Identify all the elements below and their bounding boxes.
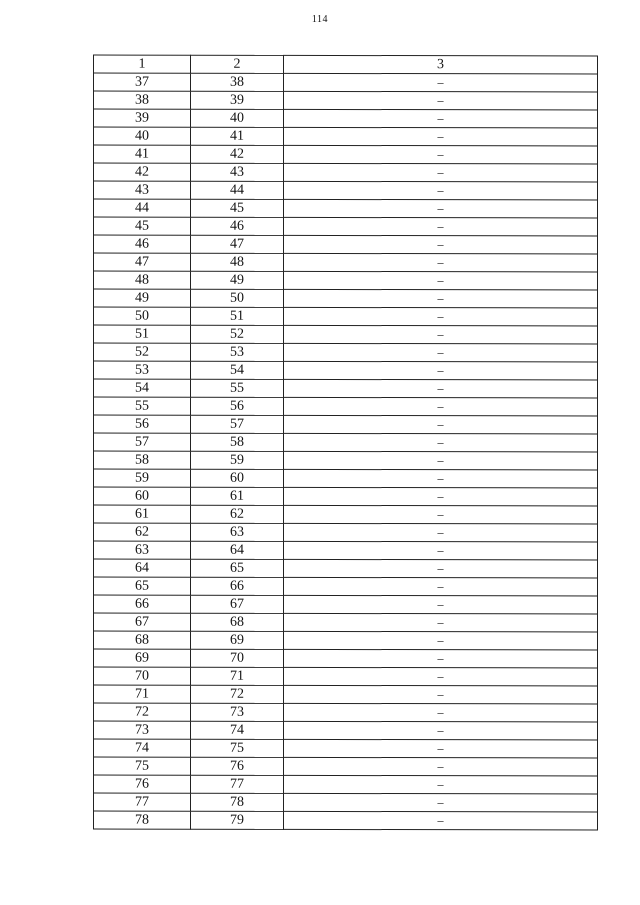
table-cell-col-3: – <box>284 559 598 578</box>
table-cell-col-1: 41 <box>94 145 191 163</box>
table-cell-col-2: 46 <box>191 217 284 235</box>
table-row <box>94 631 598 650</box>
table-cell-col-3: – <box>284 721 598 740</box>
table-row <box>94 649 598 668</box>
table-row <box>94 667 598 686</box>
table-cell-col-3: – <box>284 379 598 398</box>
table-row <box>94 343 598 362</box>
table-cell-col-3: – <box>284 433 598 452</box>
table-cell-col-1: 76 <box>94 775 191 793</box>
table-cell-col-3: – <box>284 163 598 182</box>
table-cell-col-2: 49 <box>191 271 284 289</box>
table-row <box>94 487 598 506</box>
table-cell-col-2: 48 <box>191 253 284 271</box>
table-cell-col-3: – <box>284 541 598 560</box>
table-row <box>94 793 598 812</box>
table-row <box>94 91 598 110</box>
table-cell-col-3: – <box>284 289 598 308</box>
table-cell-col-1: 50 <box>94 307 191 325</box>
table-cell-col-3: – <box>284 361 598 380</box>
table-row <box>94 415 598 434</box>
table-cell-col-1: 43 <box>94 181 191 199</box>
table-cell-col-3: – <box>284 181 598 200</box>
table-cell-col-3: – <box>284 631 598 650</box>
table-cell-col-1: 66 <box>94 595 191 613</box>
table-row <box>94 739 598 758</box>
table-row <box>94 361 598 380</box>
table-cell-col-3: – <box>284 757 598 776</box>
table-cell-col-1: 59 <box>94 469 191 487</box>
table-cell-col-3: – <box>284 73 598 92</box>
table-cell-col-1: 47 <box>94 253 191 271</box>
table-cell-col-2: 44 <box>191 181 284 199</box>
table-cell-col-1: 74 <box>94 739 191 757</box>
table-cell-col-2: 55 <box>191 379 284 397</box>
table-row <box>94 199 598 218</box>
table-cell-col-3: – <box>284 775 598 794</box>
table-cell-col-3: – <box>284 415 598 434</box>
table-row <box>94 703 598 722</box>
table-cell-col-2: 67 <box>191 595 284 613</box>
table-cell-col-3: – <box>284 307 598 326</box>
column-header-2: 2 <box>191 55 284 73</box>
table-cell-col-2: 75 <box>191 739 284 757</box>
table-cell-col-1: 38 <box>94 91 191 109</box>
table-row <box>94 253 598 272</box>
table-cell-col-1: 65 <box>94 577 191 595</box>
table-cell-col-3: – <box>284 397 598 416</box>
table-cell-col-1: 73 <box>94 721 191 739</box>
table-cell-col-3: – <box>284 253 598 272</box>
table-cell-col-1: 57 <box>94 433 191 451</box>
table-row <box>94 775 598 794</box>
table-cell-col-2: 62 <box>191 505 284 523</box>
table-cell-col-3: – <box>284 667 598 686</box>
data-table <box>93 55 598 831</box>
table-cell-col-2: 76 <box>191 757 284 775</box>
table-cell-col-2: 70 <box>191 649 284 667</box>
table-cell-col-2: 61 <box>191 487 284 505</box>
table-row <box>94 559 598 578</box>
table-cell-col-2: 47 <box>191 235 284 253</box>
table-cell-col-3: – <box>284 469 598 488</box>
table-cell-col-3: – <box>284 649 598 668</box>
table-cell-col-3: – <box>284 325 598 344</box>
table-row <box>94 235 598 254</box>
table-cell-col-2: 59 <box>191 451 284 469</box>
table-cell-col-1: 72 <box>94 703 191 721</box>
table-cell-col-3: – <box>284 523 598 542</box>
table-cell-col-1: 56 <box>94 415 191 433</box>
table-row <box>94 541 598 560</box>
table-row <box>94 397 598 416</box>
table-row <box>94 757 598 776</box>
table-cell-col-2: 52 <box>191 325 284 343</box>
table-cell-col-2: 38 <box>191 73 284 91</box>
table-cell-col-1: 77 <box>94 793 191 811</box>
table-cell-col-3: – <box>284 703 598 722</box>
table-cell-col-2: 65 <box>191 559 284 577</box>
table-cell-col-1: 55 <box>94 397 191 415</box>
table-cell-col-2: 39 <box>191 91 284 109</box>
table-row <box>94 721 598 740</box>
table-cell-col-3: – <box>284 739 598 758</box>
table-cell-col-1: 45 <box>94 217 191 235</box>
table-row <box>94 307 598 326</box>
table-cell-col-3: – <box>284 109 598 128</box>
table-row <box>94 217 598 236</box>
table-cell-col-1: 53 <box>94 361 191 379</box>
table-cell-col-3: – <box>284 487 598 506</box>
table-cell-col-1: 78 <box>94 811 191 829</box>
table-cell-col-1: 60 <box>94 487 191 505</box>
table-cell-col-3: – <box>284 343 598 362</box>
table-cell-col-3: – <box>284 271 598 290</box>
table-cell-col-2: 40 <box>191 109 284 127</box>
table-cell-col-1: 63 <box>94 541 191 559</box>
table-cell-col-1: 48 <box>94 271 191 289</box>
table-row <box>94 433 598 452</box>
table-cell-col-2: 43 <box>191 163 284 181</box>
table-row <box>94 325 598 344</box>
table-cell-col-2: 71 <box>191 667 284 685</box>
table-cell-col-1: 39 <box>94 109 191 127</box>
table-cell-col-3: – <box>284 595 598 614</box>
table-cell-col-1: 70 <box>94 667 191 685</box>
table-cell-col-1: 44 <box>94 199 191 217</box>
table-cell-col-1: 62 <box>94 523 191 541</box>
table-cell-col-2: 57 <box>191 415 284 433</box>
table-cell-col-2: 78 <box>191 793 284 811</box>
table-cell-col-3: – <box>284 577 598 596</box>
table-cell-col-2: 58 <box>191 433 284 451</box>
table-row <box>94 613 598 632</box>
table-cell-col-2: 79 <box>191 811 284 829</box>
table-cell-col-3: – <box>284 505 598 524</box>
table-cell-col-3: – <box>284 793 598 812</box>
table-row <box>94 577 598 596</box>
table-row <box>94 145 598 164</box>
table-cell-col-1: 49 <box>94 289 191 307</box>
table-row <box>94 811 598 830</box>
table-cell-col-3: – <box>284 199 598 218</box>
table-row <box>94 271 598 290</box>
table-cell-col-2: 54 <box>191 361 284 379</box>
table-cell-col-2: 77 <box>191 775 284 793</box>
table-cell-col-2: 74 <box>191 721 284 739</box>
table-row <box>94 505 598 524</box>
table-cell-col-2: 51 <box>191 307 284 325</box>
table-cell-col-1: 42 <box>94 163 191 181</box>
table-cell-col-2: 50 <box>191 289 284 307</box>
table-cell-col-3: – <box>284 145 598 164</box>
column-header-1: 1 <box>94 55 191 73</box>
table-row <box>94 181 598 200</box>
table-cell-col-1: 51 <box>94 325 191 343</box>
table-cell-col-3: – <box>284 685 598 704</box>
table-cell-col-2: 69 <box>191 631 284 649</box>
table-row <box>94 379 598 398</box>
table-cell-col-2: 60 <box>191 469 284 487</box>
table-row <box>94 451 598 470</box>
table-row <box>94 523 598 542</box>
table-cell-col-1: 37 <box>94 73 191 91</box>
table-cell-col-2: 41 <box>191 127 284 145</box>
table-cell-col-3: – <box>284 127 598 146</box>
table-row <box>94 685 598 704</box>
column-header-3: 3 <box>284 55 598 74</box>
table-cell-col-1: 54 <box>94 379 191 397</box>
table-cell-col-3: – <box>284 613 598 632</box>
table-cell-col-2: 45 <box>191 199 284 217</box>
table-cell-col-2: 56 <box>191 397 284 415</box>
table-row <box>94 289 598 308</box>
table-cell-col-1: 61 <box>94 505 191 523</box>
table-cell-col-1: 52 <box>94 343 191 361</box>
table-cell-col-2: 42 <box>191 145 284 163</box>
table-cell-col-3: – <box>284 451 598 470</box>
table-row <box>94 595 598 614</box>
table-cell-col-2: 72 <box>191 685 284 703</box>
table-header-row <box>94 55 598 74</box>
table-cell-col-1: 40 <box>94 127 191 145</box>
table-row <box>94 469 598 488</box>
table-cell-col-1: 68 <box>94 631 191 649</box>
table-cell-col-2: 53 <box>191 343 284 361</box>
table-cell-col-1: 69 <box>94 649 191 667</box>
table-row <box>94 127 598 146</box>
table-cell-col-1: 46 <box>94 235 191 253</box>
table-cell-col-2: 63 <box>191 523 284 541</box>
page-number: 114 <box>311 14 329 25</box>
table-cell-col-3: – <box>284 91 598 110</box>
table-cell-col-1: 71 <box>94 685 191 703</box>
table-cell-col-2: 64 <box>191 541 284 559</box>
table-cell-col-2: 66 <box>191 577 284 595</box>
table-cell-col-3: – <box>284 217 598 236</box>
table-body <box>94 73 598 830</box>
table-cell-col-1: 64 <box>94 559 191 577</box>
table-row <box>94 73 598 92</box>
table-row <box>94 163 598 182</box>
table-cell-col-3: – <box>284 235 598 254</box>
table-row <box>94 109 598 128</box>
table-cell-col-3: – <box>284 811 598 830</box>
table-cell-col-1: 67 <box>94 613 191 631</box>
table-cell-col-2: 73 <box>191 703 284 721</box>
table-cell-col-1: 58 <box>94 451 191 469</box>
table-cell-col-1: 75 <box>94 757 191 775</box>
table-cell-col-2: 68 <box>191 613 284 631</box>
